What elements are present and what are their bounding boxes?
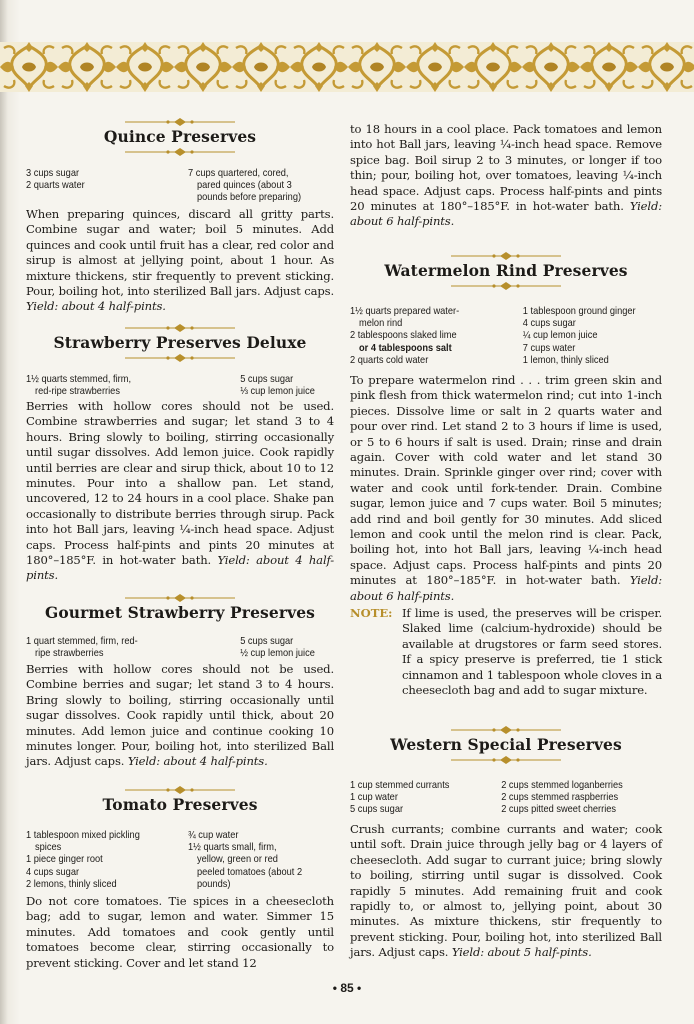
recipe-directions bbox=[350, 822, 662, 961]
ingredient: 1 tablespoon mixed pickling bbox=[26, 830, 140, 841]
ingredient: 4 cups sugar bbox=[26, 866, 80, 878]
ingredient: 1½ quarts prepared water- bbox=[350, 306, 460, 317]
ingredient: peeled tomatoes (about 2 bbox=[197, 866, 303, 878]
directions-text: When preparing quinces, discard all gritty parts. Combine sugar and water; boil 5 minutes. Add quinces and cook until fruit has a clear, red color and sirup is almost at jellying point, about 1 hour. As mixture thickens, stir frequently to prevent sticking. Pour, boiling hot, into sterilized Ball jars. Adjust caps. bbox=[26, 207, 334, 299]
yield-text: Yield: about 4 half-pints. bbox=[26, 299, 166, 314]
page-number: • 85 • bbox=[332, 981, 362, 995]
ingredient: ⅓ cup lemon juice bbox=[240, 386, 315, 398]
ingredient: ¼ cup lemon juice bbox=[522, 330, 598, 342]
recipe-header-strawberry bbox=[26, 324, 334, 362]
gold-filigree-banner-icon bbox=[0, 42, 694, 92]
ingredient: ¾ cup water bbox=[188, 830, 239, 841]
ingredient-list bbox=[26, 374, 315, 402]
ingredient: pounds) bbox=[197, 878, 231, 890]
recipe-title: Quince Preserves bbox=[103, 127, 257, 146]
ingredient: 2 cups stemmed loganberries bbox=[501, 780, 623, 791]
yield-text: Yield: about 6 half-pints. bbox=[350, 573, 662, 603]
ingredient: 2 cups stemmed raspberries bbox=[501, 792, 619, 804]
recipe-header-western bbox=[350, 726, 662, 764]
note-label: NOTE: bbox=[350, 606, 393, 620]
ingredient-list bbox=[26, 636, 315, 664]
ingredient: 5 cups sugar bbox=[240, 374, 294, 385]
ingredient: pared quinces (about 3 bbox=[197, 180, 292, 192]
ingredient: or 4 tablespoons salt bbox=[359, 342, 452, 354]
directions-text: to 18 hours in a cool place. Pack tomatoes and lemon into hot Ball jars, leaving ¼-inch head space. Remove spice bag. Boil sirup 2 to 3 minutes, or longer if too thin; pour, boiling hot, over tomatoes, leaving ¼-inch head space. Adjust caps. Process half-pints and pints 20 minutes at 180°–185°F. in hot-water bath. bbox=[350, 122, 662, 214]
ingredient: 1 quart stemmed, firm, red- bbox=[26, 636, 138, 647]
ingredient: 2 lemons, thinly sliced bbox=[26, 878, 117, 890]
gold-diamond-rule-icon bbox=[451, 282, 561, 290]
yield-text: Yield: about 4 half-pints. bbox=[127, 754, 268, 769]
recipe-header-tomato bbox=[26, 786, 334, 816]
gold-diamond-rule-icon bbox=[125, 324, 235, 332]
ingredient: 7 cups water bbox=[522, 342, 576, 354]
ingredient: 2 cups pitted sweet cherries bbox=[501, 804, 617, 816]
ingredient: 2 quarts water bbox=[26, 180, 85, 192]
ingredient: 1 piece ginger root bbox=[26, 854, 103, 866]
ingredient: ½ cup lemon juice bbox=[240, 648, 315, 660]
ingredient: 5 cups sugar bbox=[240, 636, 294, 647]
directions-text: Crush currants; combine currants and water; cook until soft. Drain juice through jelly bag or 4 layers of cheesecloth. Add sugar to currant juice; bring slowly to boiling, stirring until sugar is dissolved. Cook rapidly 5 minutes. Add remaining fruit and cook rapidly to, or almost to, jellying point, about 30 minutes. As mixture thickens, stir frequently to prevent sticking. Pour, boiling hot, into sterilized Ball jars. Adjust caps. bbox=[350, 822, 662, 960]
recipe-directions-continued bbox=[350, 122, 662, 230]
ingredient: yellow, green or red bbox=[197, 854, 278, 866]
recipe-title: Tomato Preserves bbox=[102, 795, 258, 814]
ingredient: 2 quarts cold water bbox=[350, 354, 429, 366]
recipe-title: Strawberry Preserves Deluxe bbox=[53, 333, 307, 352]
yield-text: Yield: about 6 half-pints. bbox=[350, 199, 662, 229]
note-text: If lime is used, the preserves will be crisper. Slaked lime (calcium-hydroxide) should be available at drugstores or farm seed stores. If a spicy preserve is preferred, tie 1 stick cinnamon and 1 tablespoon whole cloves in a cheesecloth bag and add to sugar mixture. bbox=[402, 606, 662, 698]
ingredient: 1 lemon, thinly sliced bbox=[522, 354, 609, 366]
ingredient: 1½ quarts small, firm, bbox=[188, 842, 277, 854]
ingredient: pounds before preparing) bbox=[197, 192, 302, 204]
gold-diamond-rule-icon bbox=[125, 354, 235, 362]
recipe-directions bbox=[26, 662, 334, 770]
directions-text: To prepare watermelon rind . . . trim green skin and pink flesh from thick watermelon rind; cut into 1-inch pieces. Dissolve lime or salt in 2 quarts water and pour over rind. Let stand 2 to 3 hours if lime is used, or 5 to 6 hours if salt is used. Drain; rinse and drain again. Cover with cold water and let stand 30 minutes. Drain. Sprinkle ginger over rind; cover with water and cook until fork-tender. Drain. Combine sugar, lemon juice and 7 cups water. Boil 5 minutes; add rind and boil gently for 30 minutes. Add sliced lemon and cook until the melon rind is clear. Pack, boiling hot, into hot Ball jars, leaving ¼-inch head space. Adjust caps. Process half-pints and pints 20 minutes at 180°–185°F. in hot-water bath. bbox=[350, 373, 662, 588]
ingredient: melon rind bbox=[359, 318, 403, 330]
ingredient: ripe strawberries bbox=[35, 648, 104, 660]
gold-diamond-rule-icon bbox=[125, 118, 235, 126]
recipe-header-quince bbox=[26, 118, 334, 156]
ingredient: 2 tablespoons slaked lime bbox=[350, 330, 457, 342]
gold-diamond-rule-icon bbox=[451, 756, 561, 764]
ingredient: spices bbox=[35, 842, 62, 854]
directions-text: Do not core tomatoes. Tie spices in a cheesecloth bag; add to sugar, lemon and water. Simmer 15 minutes. Add tomatoes and cook gently until tomatoes become clear, stirring occasionally to prevent sticking. Cover and let stand 12 bbox=[26, 894, 334, 970]
gold-diamond-rule-icon bbox=[451, 252, 561, 260]
ingredient: 1½ quarts stemmed, firm, bbox=[26, 374, 132, 385]
recipe-directions bbox=[26, 894, 334, 971]
directions-text: Berries with hollow cores should not be used. Combine berries and sugar; let stand 3 to 4 hours. Bring slowly to boiling, stirring occasionally until sugar dissolves. Cook rapidly until thick, about 20 minutes. Add lemon juice and continue cooking 10 minutes longer. Pour, boiling hot, into sterilized Ball jars. Adjust caps. bbox=[26, 662, 334, 769]
gold-diamond-rule-icon bbox=[125, 148, 235, 156]
directions-text: Berries with hollow cores should not be used. Combine strawberries and sugar; let stand 3 to 4 hours. Bring slowly to boiling, stirring occasionally until sugar dissolves. Add lemon juice. Cook rapidly until berries are clear and sirup thick, about 10 to 12 minutes. Pour into a shallow pan. Let stand, uncovered, 12 to 24 hours in a cool place. Shake pan occasionally to distribute berries through sirup. Pack into hot Ball jars, leaving ¼-inch head space. Adjust caps. Process half-pints and pints 20 minutes at 180°–185°F. in hot-water bath. bbox=[26, 399, 334, 568]
ingredient-list bbox=[26, 830, 303, 894]
yield-text: Yield: about 4 half-pints. bbox=[26, 553, 334, 583]
recipe-directions bbox=[350, 373, 662, 604]
recipe-title: Western Special Preserves bbox=[390, 735, 622, 754]
gold-diamond-rule-icon bbox=[125, 594, 235, 602]
recipe-title: Watermelon Rind Preserves bbox=[384, 261, 628, 280]
recipe-directions bbox=[26, 399, 334, 584]
recipe-header-gourmet bbox=[26, 594, 334, 624]
recipe-directions bbox=[26, 207, 334, 315]
gold-diamond-rule-icon bbox=[451, 726, 561, 734]
ingredient: 7 cups quartered, cored, bbox=[188, 168, 289, 179]
ingredient-list bbox=[350, 306, 636, 370]
ingredient: 1 cup stemmed currants bbox=[350, 780, 450, 791]
recipe-title: Gourmet Strawberry Preserves bbox=[44, 603, 315, 622]
yield-text: Yield: about 5 half-pints. bbox=[451, 945, 592, 960]
ingredient: red-ripe strawberries bbox=[35, 386, 120, 398]
recipe-header-watermelon bbox=[350, 252, 662, 290]
ingredient: 5 cups sugar bbox=[350, 804, 404, 816]
gold-diamond-rule-icon bbox=[125, 786, 235, 794]
ingredient-list bbox=[350, 780, 631, 820]
ingredient: 4 cups sugar bbox=[522, 318, 576, 330]
ingredient: 1 cup water bbox=[350, 792, 398, 804]
ingredient-list bbox=[26, 168, 303, 208]
ingredient: 1 tablespoon ground ginger bbox=[522, 306, 636, 317]
ingredient: 3 cups sugar bbox=[26, 168, 80, 179]
